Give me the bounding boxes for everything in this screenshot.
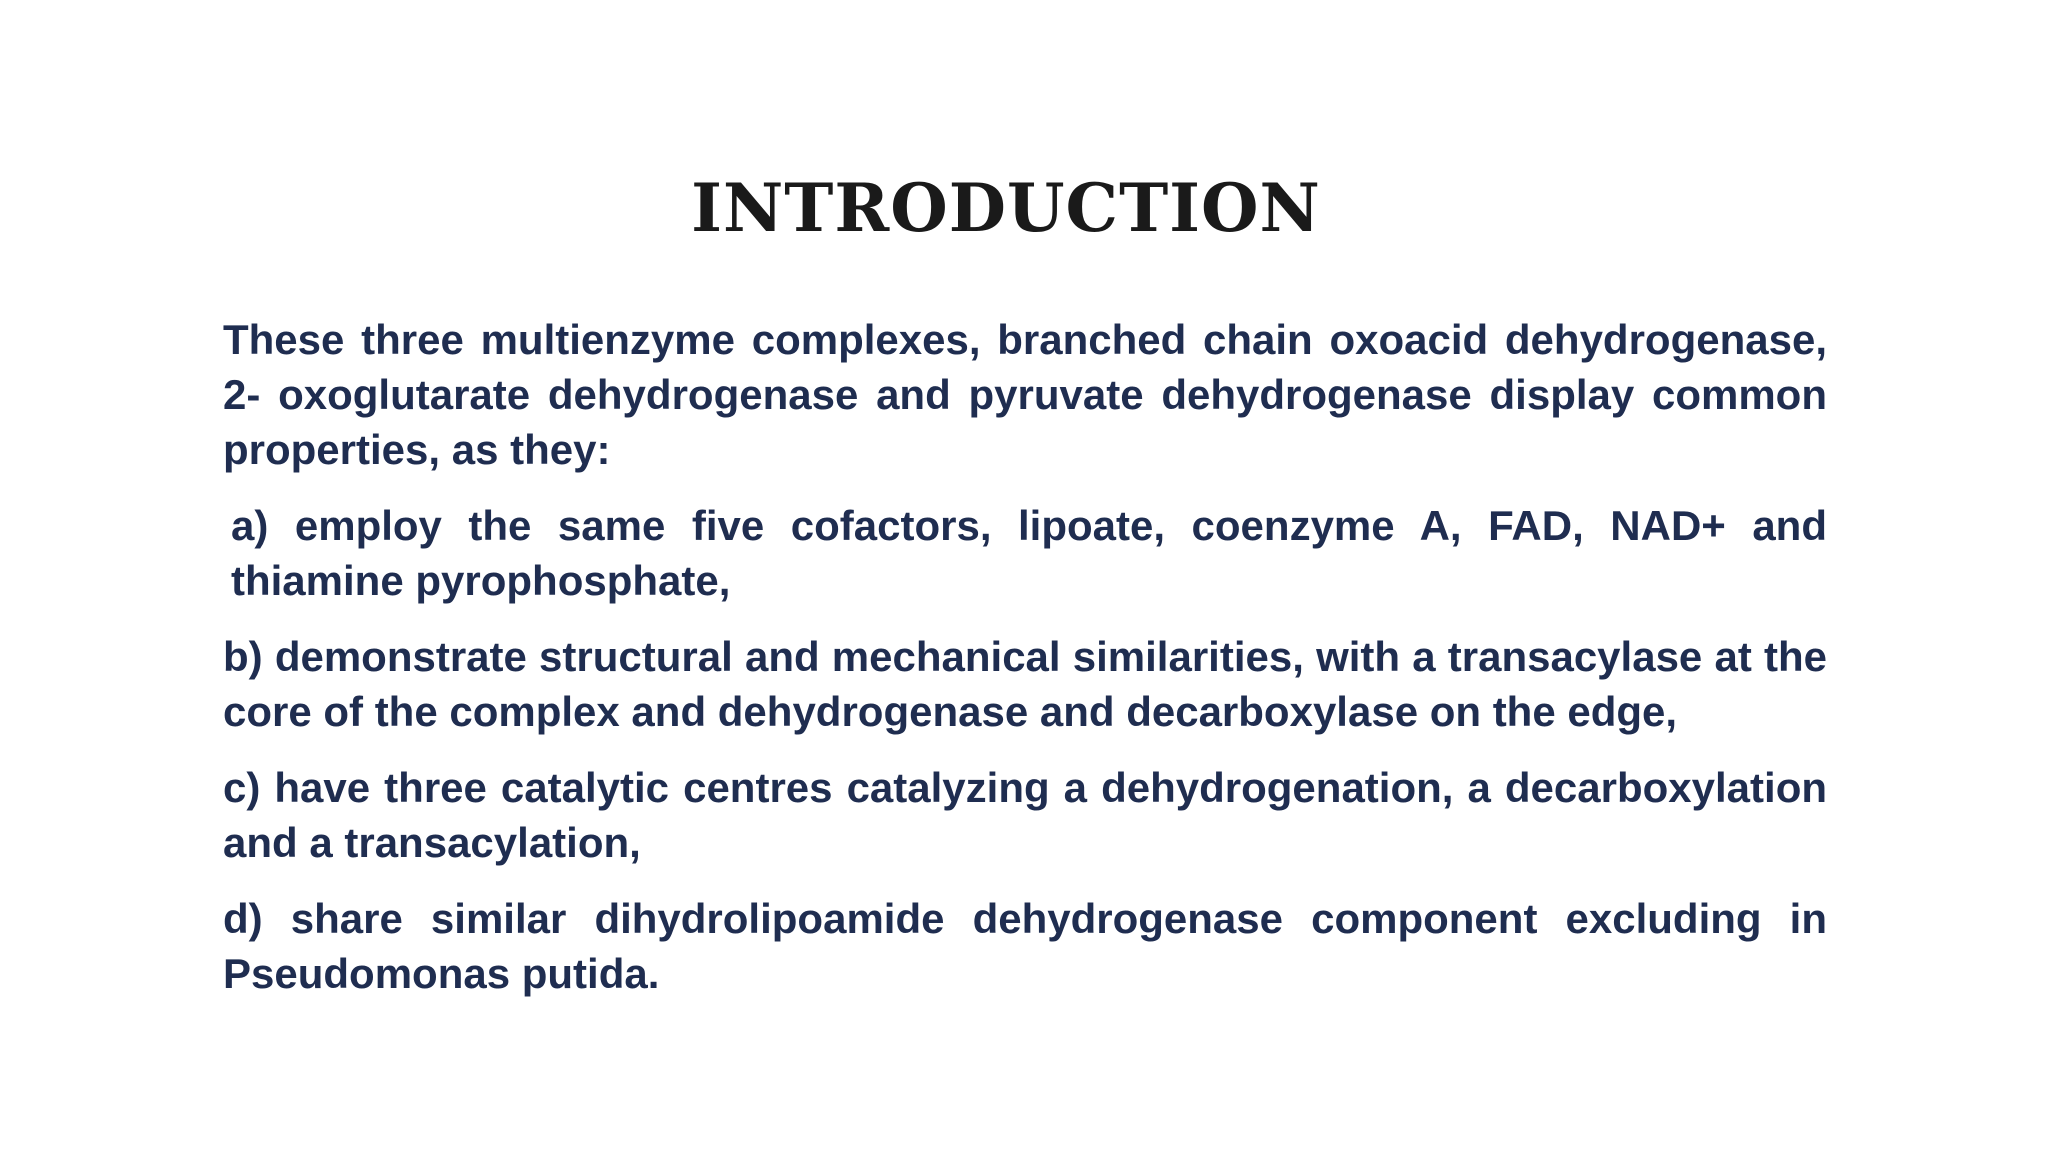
list-item-a: a) employ the same five cofactors, lipoate, coenzyme A, FAD, NAD+ and thiamine pyrophosphate, [231, 502, 1827, 604]
list-item-c: c) have three catalytic centres catalyzing a dehydrogenation, a decarboxylation and a transacylation, [223, 764, 1827, 866]
list-item-b: b) demonstrate structural and mechanical similarities, with a transacylase at the core of the complex and dehydrogenase and decarboxylase on the edge, [223, 633, 1827, 735]
list-item-d: d) share similar dihydrolipoamide dehydrogenase component excluding in Pseudomonas putida. [223, 895, 1827, 997]
slide-body [223, 312, 1827, 1022]
intro-paragraph: These three multienzyme complexes, branched chain oxoacid dehydrogenase, 2- oxoglutarate dehydrogenase and pyruvate dehydrogenase display common properties, as they: [223, 316, 1827, 473]
slide-title: INTRODUCTION [691, 169, 1321, 247]
